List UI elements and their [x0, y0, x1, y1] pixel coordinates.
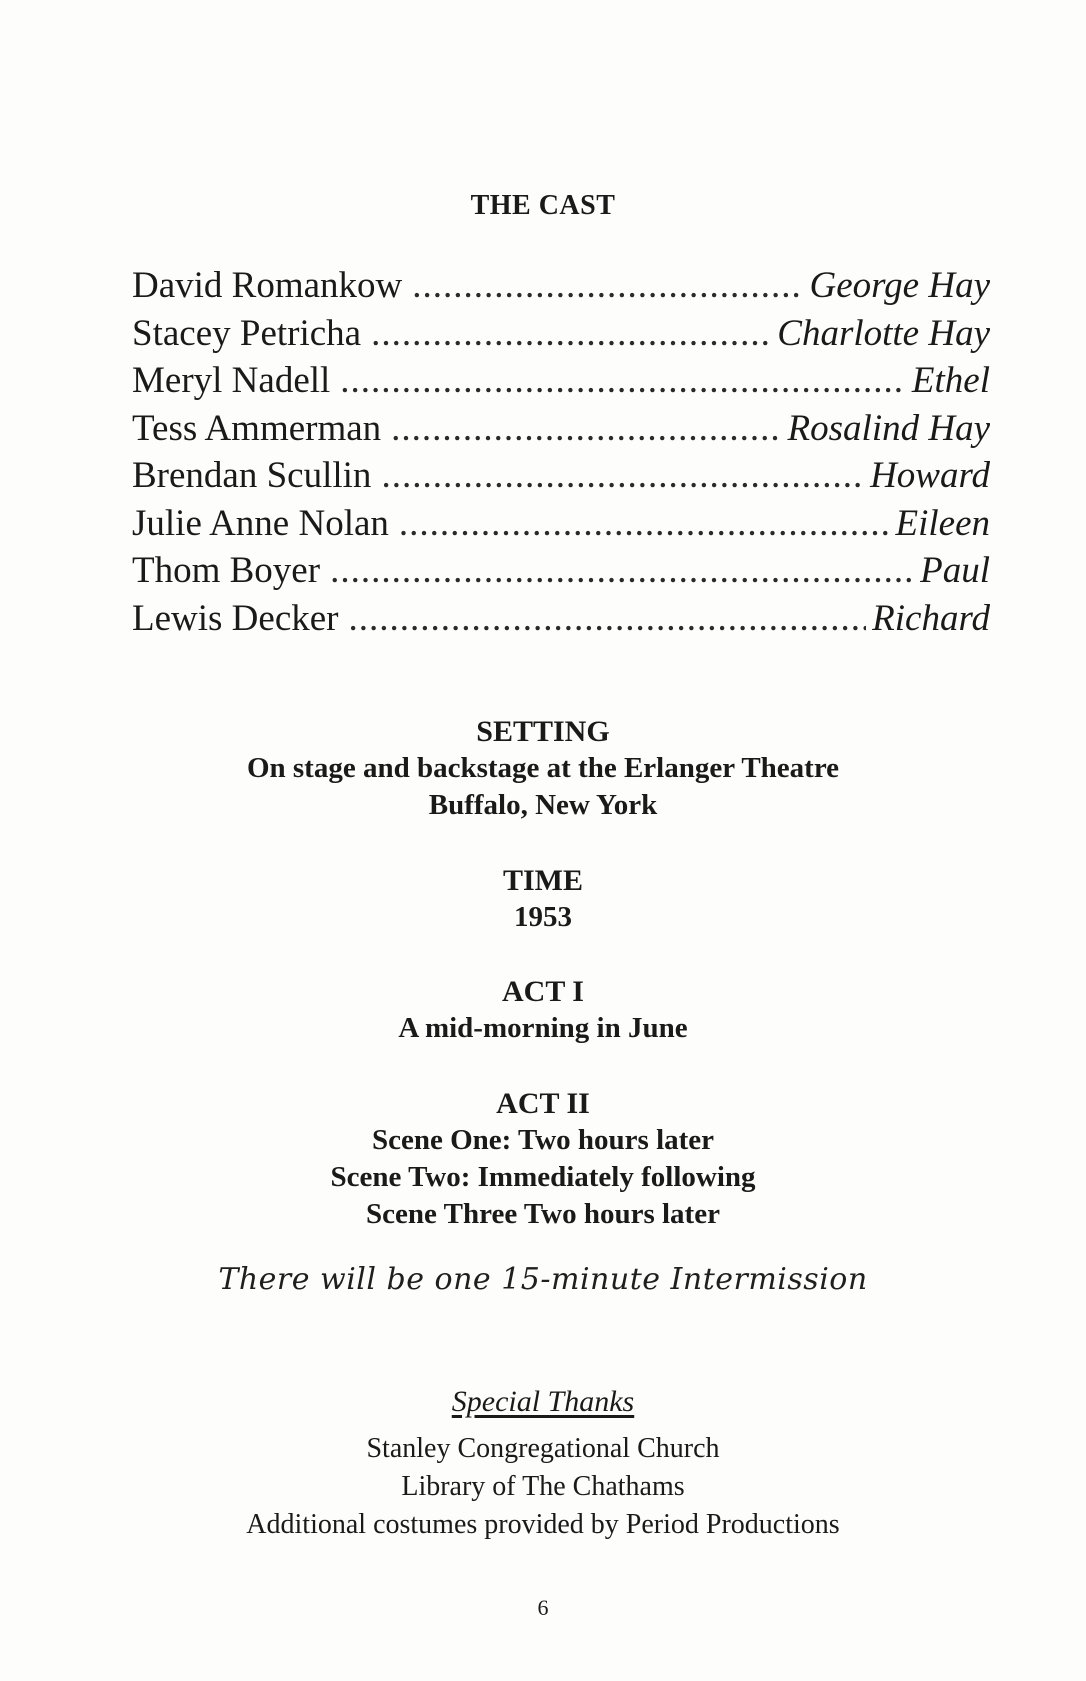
- act2-line: Scene Two: Immediately following: [330, 1161, 756, 1193]
- time-value: 1953: [514, 901, 572, 933]
- dot-leader: [330, 547, 914, 595]
- time-heading: TIME: [502, 864, 583, 897]
- thanks-heading: Special Thanks: [451, 1385, 635, 1418]
- role-name: Eileen: [895, 502, 990, 544]
- cast-row: [132, 357, 990, 405]
- dot-leader: [348, 595, 866, 643]
- actor-name: Tess Ammerman: [132, 407, 382, 449]
- actor-name: David Romankow: [132, 265, 403, 306]
- role-name: Charlotte Hay: [777, 312, 990, 354]
- thanks-line: Library of The Chathams: [401, 1471, 685, 1502]
- cast-row: [132, 452, 990, 500]
- cast-row: [132, 262, 990, 310]
- cast-list: [132, 262, 990, 642]
- dot-leader: [412, 262, 803, 310]
- actor-name: Meryl Nadell: [132, 360, 331, 401]
- thanks-line: Stanley Congregational Church: [366, 1433, 720, 1464]
- cast-row: [132, 595, 990, 643]
- dot-leader: [340, 357, 906, 405]
- setting-heading: SETTING: [476, 715, 610, 748]
- role-name: Howard: [870, 455, 990, 496]
- dot-leader: [381, 452, 864, 500]
- page-number: 6: [537, 1595, 549, 1620]
- dot-leader: [399, 500, 890, 548]
- intermission-note: There will be one 15-minute Intermission: [218, 1262, 868, 1297]
- role-name: Paul: [920, 550, 990, 591]
- setting-line: On stage and backstage at the Erlanger Theatre: [246, 752, 840, 784]
- act2-line: Scene One: Two hours later: [371, 1124, 715, 1156]
- act2-line: Scene Three Two hours later: [366, 1198, 720, 1230]
- role-name: Richard: [872, 597, 990, 639]
- act2-section: [0, 1085, 1086, 1233]
- dot-leader: [391, 405, 781, 453]
- actor-name: Stacey Petricha: [132, 312, 362, 354]
- time-section: [0, 862, 1086, 936]
- actor-name: Thom Boyer: [132, 550, 321, 591]
- role-name: Rosalind Hay: [787, 407, 990, 449]
- actor-name: Lewis Decker: [132, 597, 339, 639]
- thanks-list: [0, 1430, 1086, 1544]
- cast-heading: THE CAST: [470, 190, 616, 221]
- act1-heading: ACT I: [502, 975, 584, 1008]
- act2-heading: ACT II: [496, 1087, 590, 1120]
- setting-line: Buffalo, New York: [428, 789, 658, 821]
- cast-row: [132, 500, 990, 548]
- role-name: Ethel: [911, 360, 990, 401]
- cast-row: [132, 310, 990, 358]
- dot-leader: [371, 310, 771, 358]
- act1-section: [0, 973, 1086, 1047]
- act1-line: A mid-morning in June: [398, 1012, 688, 1044]
- setting-section: [0, 713, 1086, 824]
- cast-row: [132, 547, 990, 595]
- actor-name: Brendan Scullin: [132, 455, 372, 496]
- role-name: George Hay: [809, 265, 990, 306]
- cast-row: [132, 405, 990, 453]
- thanks-line: Additional costumes provided by Period Productions: [246, 1509, 840, 1540]
- actor-name: Julie Anne Nolan: [132, 502, 389, 544]
